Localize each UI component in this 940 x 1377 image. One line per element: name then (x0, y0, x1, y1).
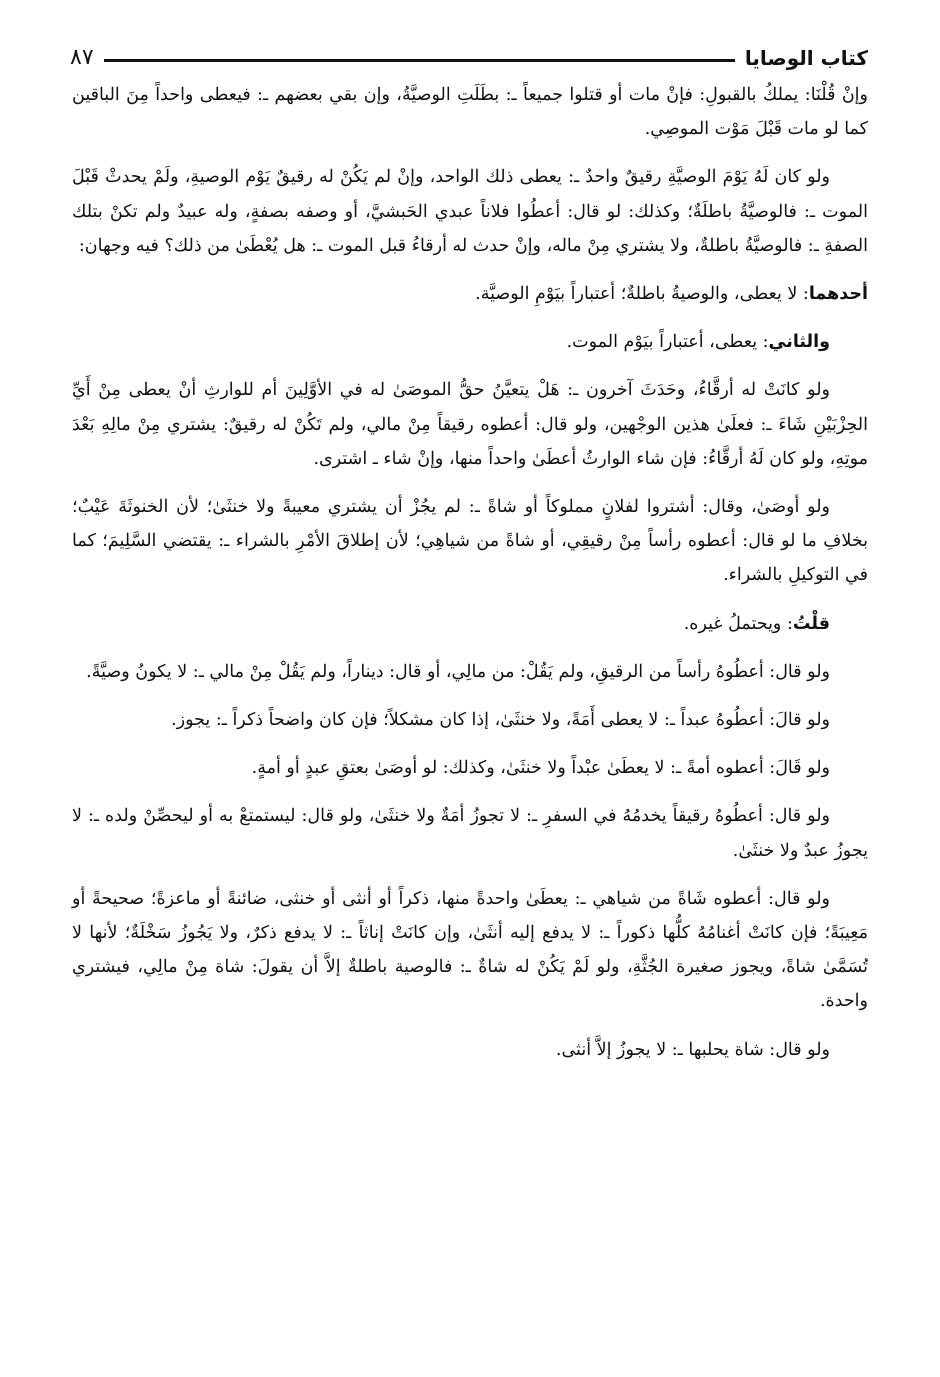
paragraph (72, 799, 868, 867)
paragraph-text: ولو قال: أعطوه شَاةً من شياهي ـ: يعطَىٰ واحدةً منها، ذكراً أو أنثى أو خنثى، ضائنةً أو ماعزةً؛ صحيحةً أو مَعِيبَةً؛ فإن كانَتْ أغنامُهُ كلُّها ذكوراً ـ: لا يدفع إليه أنثَىٰ، وإن كانَتْ إناثاً ـ: لا يدفع ذكرٌ، ولا يَجُوزُ سَخْلَةٌ؛ لأنها لا تُسَمَّىٰ شاةً، ويجوز صغيرة الجُثَّةِ، ولو لَمْ يَكُنْ له شاةٌ ـ: فالوصية باطلةٌ إلاَّ أن يقولَ: شاة مِنْ مالِي، فيشتري واحدة. (72, 888, 868, 1012)
running-header (70, 30, 868, 70)
paragraph (72, 277, 868, 311)
paragraph-text: ولو أوصَىٰ، وقال: أشتروا لفلانٍ مملوكاً أو شاةً ـ: لم يجُزْ أن يشتري معيبةً ولا خنثَىٰ؛ لأن الخنوثَةَ عَيْبٌ؛ بخلافِ ما لو قال: أعطوه رأساً مِنْ رقيقِي، أو شاةً من شياهِي؛ لأن إطلاقَ الأمْرِ بالشراء ـ: يقتضي السَّلِيمَ؛ كما في التوكيلِ بالشراء. (72, 497, 868, 586)
paragraph (72, 751, 868, 785)
paragraph (72, 490, 868, 593)
paragraph-text: : يعطى، أعتباراً بيَوْم الموت. (566, 332, 769, 353)
paragraph-text: وإنْ قُلْنَا: يملكُ بالقبولِ: فإنْ مات أو قتلوا جميعاً ـ: بطَلَتِ الوصيَّةُ، وإن بقي بعضهم ـ: فيعطى واحداً مِنَ الباقين كما لو مات قَبْلَ مَوْت الموصِي. (72, 85, 868, 140)
paragraph (72, 373, 868, 476)
paragraph-text: ولو قال: أعطُوهُ رقيقاً يخدمُهُ في السفرِ ـ: لا تجوزُ أمَةٌ ولا خنثَىٰ، ولو قال: ليستمتعْ به أو ليحصِّنْ ولده ـ: لا يجوزُ عبدٌ ولا خنثَىٰ. (72, 806, 868, 861)
paragraph-lead: قلْتُ (792, 613, 830, 634)
page-number: ٨٧ (70, 45, 94, 70)
paragraph-lead: أحدهما (808, 284, 868, 305)
paragraph (72, 1033, 868, 1067)
paragraph-text: : لا يعطى، والوصيةُ باطلةٌ؛ أعتباراً بيَوْمِ الوصيَّة. (475, 284, 809, 305)
header-rule (104, 59, 735, 62)
paragraph-text: ولو قال: أعطُوهُ رأساً من الرقيقِ، ولم يَقُلْ: من مالِي، أو قال: ديناراً، ولم يَقُلْ مِنْ مالي ـ: لا يكونُ وصيَّةً. (86, 661, 830, 682)
paragraph-text: ولو قال: شاة يحلبها ـ: لا يجوزُ إلاَّ أنثى. (555, 1039, 830, 1060)
paragraph (72, 160, 868, 263)
paragraph-text: ولو كانَتْ له أرقَّاءُ، وحَدَثَ آخرون ـ: هَلْ يتعيَّنُ حقُّ الموصَىٰ له في الأوَّلِينَ أم للوارثِ أنْ يعطى مِنْ أَيِّ الحِزْبَيْنِ شَاءَ ـ: فعلَىٰ هذين الوجْهين، ولو قال: أعطوه رقيقاً مِنْ مالي، ولم تَكُنْ له رقيقٌ: يشتري مِنْ مالِهِ بَعْدَ موتِهِ، ولو كان لَهُ أرقَّاءُ: فإن شاء الوارثُ أعطَىٰ واحداً منها، وإنْ شاء ـ اشترى. (72, 380, 868, 469)
paragraph-text: ولو قالَ: أعطُوهُ عبداً ـ: لا يعطى أَمَةً، ولا خنثَىٰ، إذا كان مشكلاً؛ فإن كان واضحاً ذكراً ـ: يجوز. (171, 710, 830, 731)
body-text (72, 78, 868, 1081)
paragraph (72, 703, 868, 737)
paragraph-text: : ويحتملُ غيره. (683, 613, 793, 634)
paragraph (72, 78, 868, 146)
paragraph (72, 607, 868, 641)
paragraph-text: ولو كان لَهُ يَوْمَ الوصيَّةِ رقيقٌ واحدٌ ـ: يعطى ذلك الواحد، وإنْ لم يَكُنْ له رقيقٌ يَوْم الوصيةِ، ولَمْ يحدثْ قَبْلَ الموت ـ: فالوصيَّةُ باطلَةٌ؛ وكذلك: لو قال: أعطُوا فلاناً عبدي الحَبشيَّ، أو وصفه بصفةٍ، وله عبيدٌ ولم تكنْ بتلك الصفةِ ـ: فالوصيَّةُ باطلةٌ، ولا يشتري مِنْ ماله، وإنْ حدث له أرقاءُ قبل الموت ـ: هل يُعْطَىٰ من ذلك؟ فيه وجهان: (72, 167, 868, 256)
book-title: كتاب الوصايا (744, 46, 868, 70)
paragraph (72, 882, 868, 1019)
paragraph-text: ولو قَالَ: أعطوه أمةً ـ: لا يعطَىٰ عبْداً ولا خنثَىٰ، وكذلك: لو أوصَىٰ بعتقِ عبدٍ أو أمةٍ. (251, 758, 830, 779)
paragraph (72, 655, 868, 689)
paragraph-lead: والثاني (768, 332, 830, 353)
paragraph (72, 325, 868, 359)
